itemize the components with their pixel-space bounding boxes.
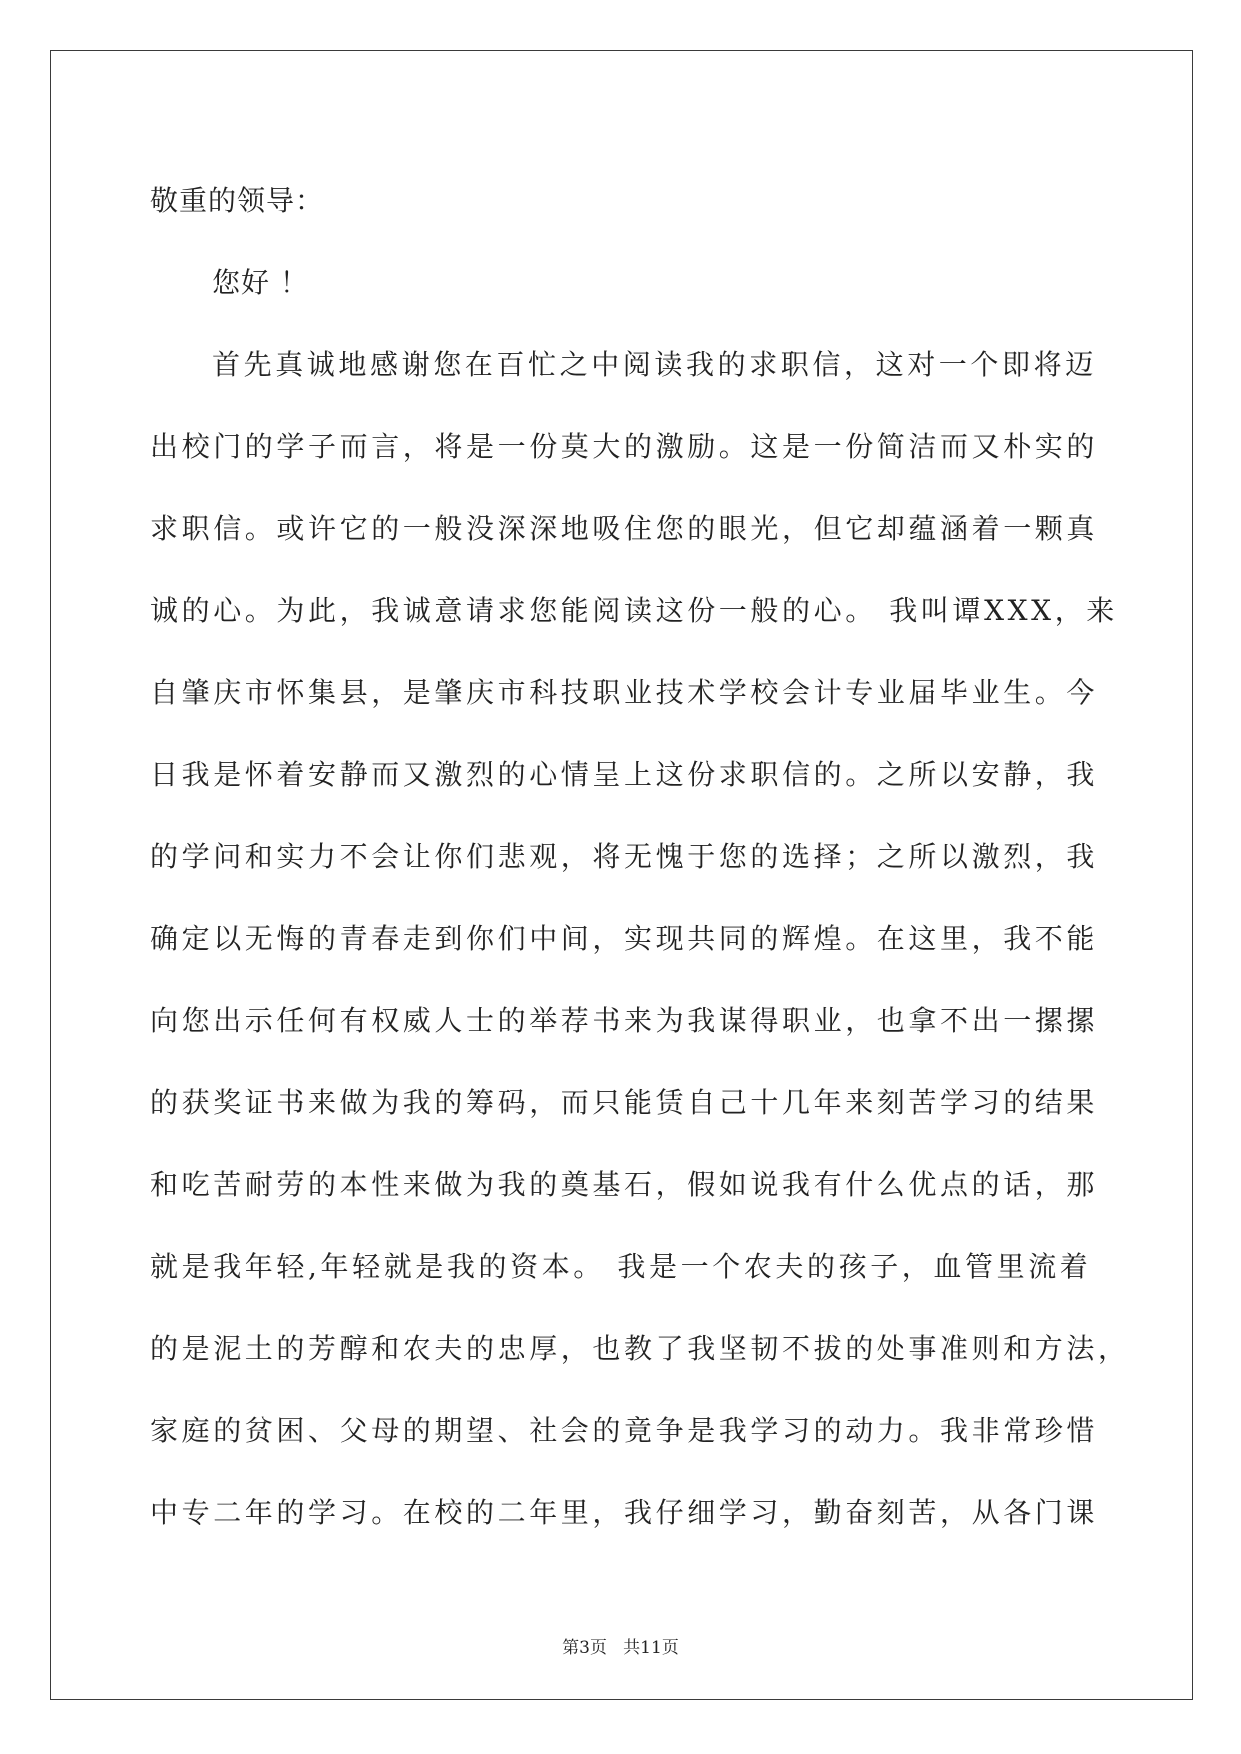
letter-content <box>150 160 1130 1554</box>
body-line: 诚的心。为此，我诚意请求您能阅读这份一般的心。 我叫谭XXX，来 <box>150 594 1118 627</box>
body-line: 日我是怀着安静而又激烈的心情呈上这份求职信的。之所以安静，我 <box>150 758 1099 791</box>
body-line: 中专二年的学习。在校的二年里，我仔细学习，勤奋刻苦，从各门课 <box>150 1496 1099 1529</box>
body-line: 确定以无悔的青春走到你们中间，实现共同的辉煌。在这里，我不能 <box>150 922 1099 955</box>
body-line: 向您出示任何有权威人士的举荐书来为我谋得职业，也拿不出一摞摞 <box>150 1004 1099 1037</box>
body-line: 和吃苦耐劳的本性来做为我的奠基石，假如说我有什么优点的话，那 <box>150 1168 1099 1201</box>
letter-body <box>150 324 1130 1554</box>
body-line: 求职信。或许它的一般没深深地吸住您的眼光，但它却蕴涵着一颗真 <box>150 512 1099 545</box>
page-number: 第3页 共11页 <box>562 1638 679 1658</box>
body-line: 出校门的学子而言，将是一份莫大的激励。这是一份简洁而又朴实的 <box>150 430 1099 463</box>
body-line: 首先真诚地感谢您在百忙之中阅读我的求职信，这对一个即将迈 <box>212 348 1097 381</box>
body-line: 的是泥土的芳醇和农夫的忠厚，也教了我坚韧不拔的处事准则和方法， <box>150 1332 1130 1365</box>
body-line: 家庭的贫困、父母的期望、社会的竟争是我学习的动力。我非常珍惜 <box>150 1414 1099 1447</box>
body-line: 就是我年轻,年轻就是我的资本。 我是一个农夫的孩子，血管里流着 <box>150 1250 1092 1283</box>
body-line: 的学问和实力不会让你们悲观，将无愧于您的选择；之所以激烈，我 <box>150 840 1099 873</box>
greeting: 您好 ！ <box>212 266 309 299</box>
salutation: 敬重的领导： <box>150 184 325 217</box>
body-line: 自肇庆市怀集县，是肇庆市科技职业技术学校会计专业届毕业生。今 <box>150 676 1099 709</box>
body-line: 的获奖证书来做为我的筹码，而只能赁自己十几年来刻苦学习的结果 <box>150 1086 1099 1119</box>
